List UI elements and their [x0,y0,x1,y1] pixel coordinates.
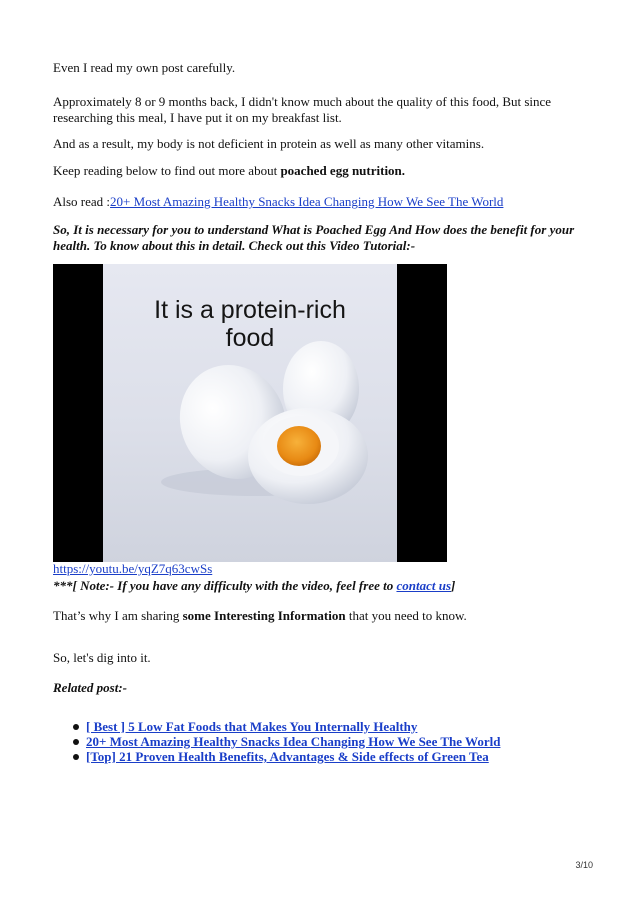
video-caption-line-2: food [225,324,275,352]
video-intro-line-1: So, It is necessary for you to understand What is Poached Egg And How does the benefit for your [53,222,575,237]
video-caption-line-1: It is a protein-rich [154,296,346,324]
eggs-illustration [103,264,397,562]
video-intro-line-2: health. To know about this in detail. Check out this Video Tutorial:- [53,238,416,253]
contact-us-link[interactable]: contact us [396,578,452,593]
also-read-link[interactable]: 20+ Most Amazing Healthy Snacks Idea Changing How We See The World [110,194,504,209]
video-frame [103,264,397,562]
related-item [53,734,500,749]
bullet-icon [73,724,79,730]
page-number: 3/10 [575,860,593,870]
also-read-prefix: Also read : [53,194,111,209]
intro-paragraph-2 [53,94,593,126]
related-link-1[interactable]: [ Best ] 5 Low Fat Foods that Makes You Internally Healthy [86,719,418,734]
bullet-icon [73,739,79,745]
related-link-3[interactable]: [Top] 21 Proven Health Benefits, Advantages & Side effects of Green Tea [86,749,489,764]
note-prefix: ***[ Note:- If you have any difficulty with the video, feel free to [53,578,397,593]
related-item [53,749,500,764]
intro-line-4 [53,163,593,179]
egg-yolk [277,426,321,466]
also-read-line [53,194,593,210]
sharing-suffix: that you need to know. [345,608,467,623]
note-suffix: ] [451,578,456,593]
sharing-line [53,608,593,624]
intro-line-2b: researching this meal, I have put it on my breakfast list. [53,110,342,125]
video-url-link[interactable]: https://youtu.be/yqZ7q63cwSs [53,561,213,576]
sharing-bold: some Interesting Information [182,608,346,623]
intro-line-4-bold: poached egg nutrition. [280,163,406,178]
dig-line: So, let's dig into it. [53,650,151,665]
intro-line-1: Even I read my own post carefully. [53,60,236,75]
bullet-icon [73,754,79,760]
related-list [53,719,500,764]
related-link-2[interactable]: 20+ Most Amazing Healthy Snacks Idea Changing How We See The World [86,734,501,749]
intro-line-4-prefix: Keep reading below to find out more about [53,163,281,178]
related-item [53,719,500,734]
video-url-line [53,561,593,577]
note-line [53,578,593,594]
video-intro [53,222,593,254]
intro-line-2a: Approximately 8 or 9 months back, I didn't know much about the quality of this food, But since [53,94,552,109]
intro-line-3: And as a result, my body is not deficient in protein as well as many other vitamins. [53,136,485,151]
sharing-prefix: That’s why I am sharing [53,608,183,623]
video-player[interactable] [53,264,447,562]
related-heading: Related post:- [53,680,128,695]
